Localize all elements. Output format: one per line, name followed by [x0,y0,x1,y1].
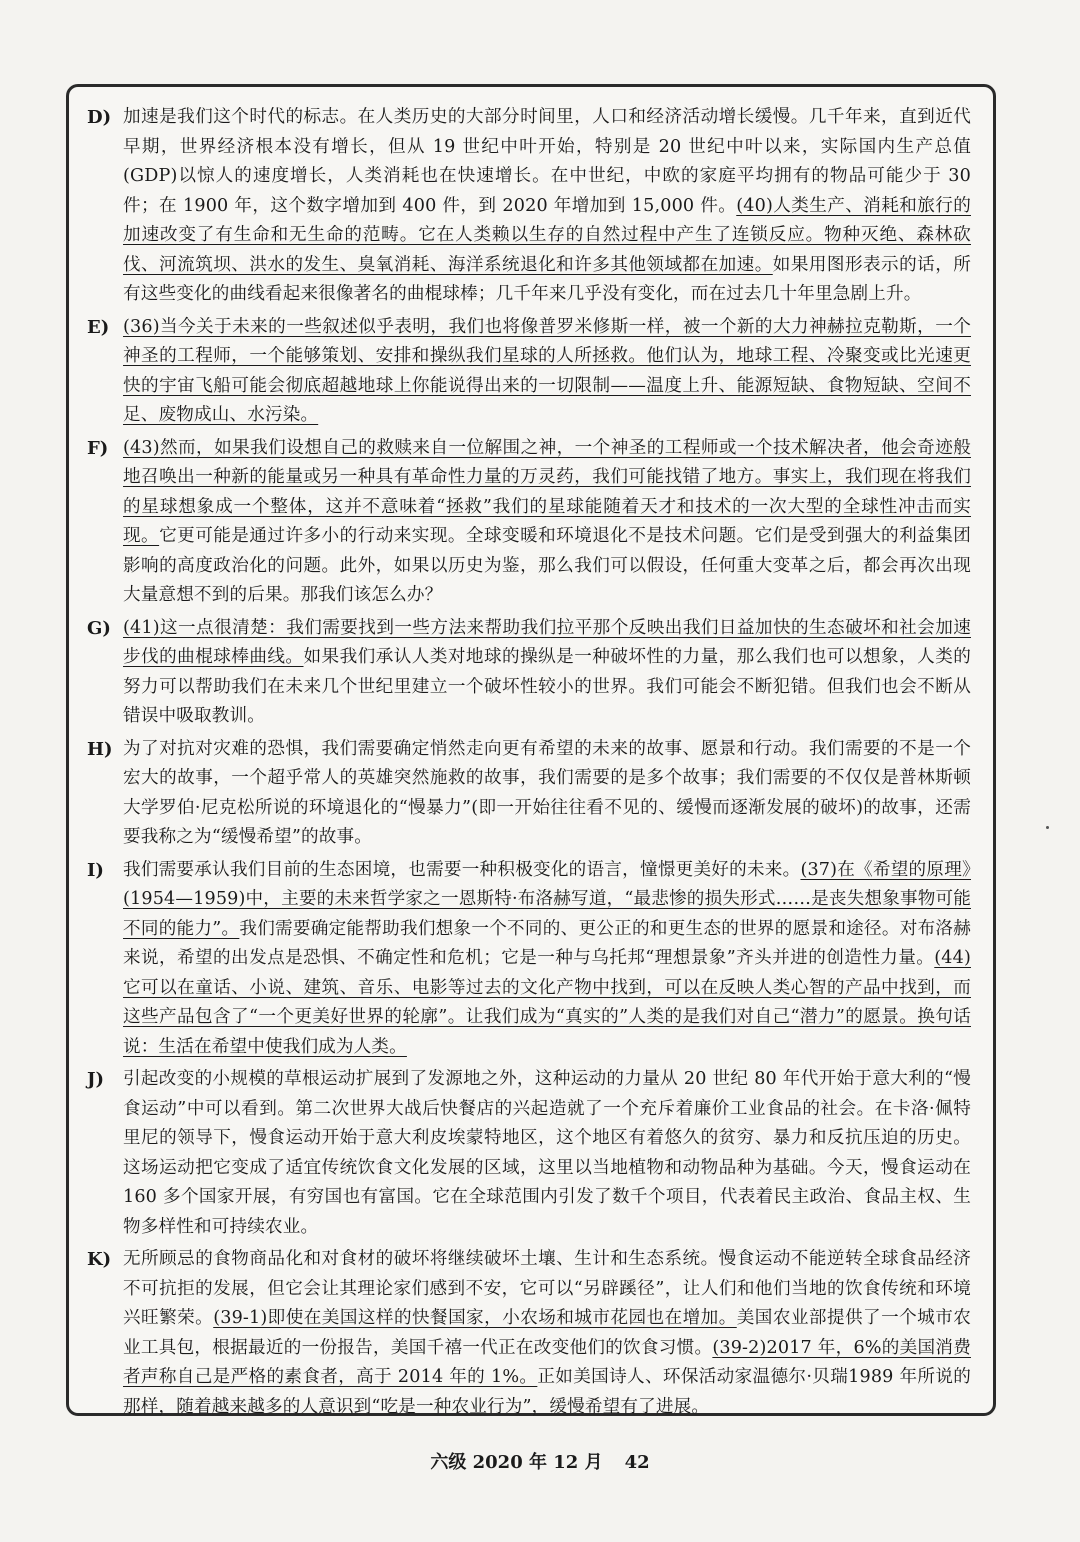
paragraph-d [87,103,971,310]
underlined-segment: (40)人类生产、消耗和旅行的加速改变了有生命和无生命的范畴。它在人类赖以生存的自然过程中产生了连锁反应。物种灭绝、森林砍伐、河流筑坝、洪水的发生、臭氧消耗、海洋系统退化和许多其他领域都在加速。 [123,195,971,275]
text-segment: 它更可能是通过许多小的行动来实现。全球变暖和环境退化不是技术问题。它们是受到强大的利益集团影响的高度政治化的问题。此外，如果以历史为鉴，那么我们可以假设，任何重大变革之后，都会再次出现大量意想不到的后果。那我们该怎么办？ [123,526,971,605]
page-number: 42 [624,1452,650,1473]
paragraph-g [87,614,971,732]
paragraph-k [87,1245,971,1422]
paragraph-j [87,1065,971,1242]
text-segment: 我们需要承认我们目前的生态困境，也需要一种积极变化的语言，憧憬更美好的未来。 [123,859,801,880]
paragraph-letter: G) [87,617,111,639]
paragraph-letter: J) [87,1069,105,1090]
text-segment: 引起改变的小规模的草根运动扩展到了发源地之外，这种运动的力量从 20 世纪 80 年代开始于意大利的“慢食运动”中可以看到。第二次世界大战后快餐店的兴起造就了一个充斥着廉价工业食品的社会。在卡洛·佩特里尼的领导下，慢食运动开始于意大利皮埃蒙特地区，这个地区有着悠久的贫穷、暴力和反抗压迫的历史。这场运动把它变成了适宜传统饮食文化发展的区域，这里以当地植物和动物品种为基础。今天，慢食运动在 160 多个国家开展，有穷国也有富国。它在全球范围内引发了数千个项目，代表着民主政治、食品主权、生物多样性和可持续农业。 [123,1069,971,1237]
underlined-segment: (37)在《希望的原理》(1954—1959)中，主要的未来哲学家之一恩斯特·布洛赫写道，“最悲惨的损失形式……是丧失想象事物可能不同的能力”。 [123,859,971,939]
page-footer [0,1448,1080,1474]
paragraph-text [123,1065,971,1242]
underlined-segment: (36)当今关于未来的一些叙述似乎表明，我们也将像普罗米修斯一样，被一个新的大力神赫拉克勒斯，一个神圣的工程师，一个能够策划、安排和操纵我们星球的人所拯救。他们认为，地球工程、冷聚变或比光速更快的宇宙飞船可能会彻底超越地球上你能说得出来的一切限制——温度上升、能源短缺、食物短缺、空间不足、废物成山、水污染。 [123,316,971,425]
scan-speck [1046,826,1049,829]
paragraph-letter: H) [87,738,113,760]
paragraph-text [123,1245,971,1422]
paragraph-text [123,735,971,853]
underlined-segment: (44)它可以在童话、小说、建筑、音乐、电影等过去的文化产物中找到，可以在反映人类心智的产品中找到，而这些产品包含了“一个更美好世界的轮廓”。让我们成为“真实的”人类的是我们对自己“潜力”的愿景。换句话说：生活在希望中使我们成为人类。 [123,948,971,1057]
exam-label: 六级 2020 年 12 月 [430,1452,603,1473]
paragraph-i [87,856,971,1063]
paragraph-letter: K) [87,1249,112,1270]
text-segment: 正如美国诗人、环保活动家温德尔·贝瑞1989 年所说的那样，随着越来越多的人意识到“吃是一种农业行为”，缓慢希望有了进展。 [123,1367,971,1417]
text-segment: 加速是我们这个时代的标志。在人类历史的大部分时间里，人口和经济活动增长缓慢。几千年来，直到近代早期，世界经济根本没有增长，但从 19 世纪中叶开始，特别是 20 世纪中叶以来，实际国内生产总值(GDP)以惊人的速度增长，人类消耗也在快速增长。在中世纪，中欧的家庭平均拥有的物品可能少于 30 件；在 1900 年，这个数字增加到 400 件，到 2020 年增加到 15,000 件。 [123,107,971,216]
text-segment: 无所顾忌的食物商品化和对食材的破坏将继续破坏土壤、生计和生态系统。慢食运动不能逆转全球食品经济不可抗拒的发展，但它会让其理论家们感到不安，它可以“另辟蹊径”，让人们和他们当地的饮食传统和环境兴旺繁荣。 [123,1249,971,1328]
paragraph-e [87,313,971,431]
paragraph-f [87,434,971,611]
passage-frame [66,84,996,1416]
text-segment: 我们需要确定能帮助我们想象一个不同的、更公正的和更生态的世界的愿景和途径。对布洛赫来说，希望的出发点是恐惧、不确定性和危机；它是一种与乌托邦“理想景象”齐头并进的创造性力量。 [123,918,972,968]
paragraph-text [123,434,971,611]
text-segment: 美国农业部提供了一个城市农业工具包，根据最近的一份报告，美国千禧一代正在改变他们的饮食习惯。 [123,1308,971,1358]
paragraph-letter: D) [87,107,112,128]
paragraph-text [123,856,971,1063]
underlined-segment: (41)这一点很清楚：我们需要找到一些方法来帮助我们拉平那个反映出我们日益加快的生态破坏和社会加速步伐的曲棍球棒曲线。 [123,617,971,667]
paragraph-text [123,103,971,310]
paragraph-letter: F) [87,437,109,459]
text-segment: 如果用图形表示的话，所有这些变化的曲线看起来很像著名的曲棍球棒；几千年来几乎没有变化，而在过去几十年里急剧上升。 [123,254,971,304]
text-segment: 为了对抗对灾难的恐惧，我们需要确定悄然走向更有希望的未来的故事、愿景和行动。我们需要的不是一个宏大的故事，一个超乎常人的英雄突然施救的故事，我们需要的是多个故事；我们需要的不仅仅是普林斯顿大学罗伯·尼克松所说的环境退化的“慢暴力”(即一开始往往看不见的、缓慢而逐渐发展的破坏)的故事，还需要我称之为“缓慢希望”的故事。 [123,738,971,847]
paragraph-h [87,735,971,853]
underlined-segment: (39-2)2017 年，6%的美国消费者声称自己是严格的素食者，高于 2014 年的 1%。 [123,1337,971,1387]
paragraph-text [123,614,971,732]
underlined-segment: (43)然而，如果我们设想自己的救赎来自一位解围之神，一个神圣的工程师或一个技术解决者，他会奇迹般地召唤出一种新的能量或另一种具有革命性力量的万灵药，我们可能找错了地方。事实上，我们现在将我们的星球想象成一个整体，这并不意味着“拯救”我们的星球能随着天才和技术的一次大型的全球性冲击而实现。 [123,437,971,546]
text-segment: 如果我们承认人类对地球的操纵是一种破坏性的力量，那么我们也可以想象，人类的努力可以帮助我们在未来几个世纪里建立一个破坏性较小的世界。我们可能会不断犯错。但我们也会不断从错误中吸取教训。 [123,647,971,726]
paragraph-letter: E) [87,316,110,338]
paragraph-letter: I) [87,859,104,881]
underlined-segment: (39-1)即使在美国这样的快餐国家，小农场和城市花园也在增加。 [213,1308,737,1328]
paragraph-text [123,313,971,431]
